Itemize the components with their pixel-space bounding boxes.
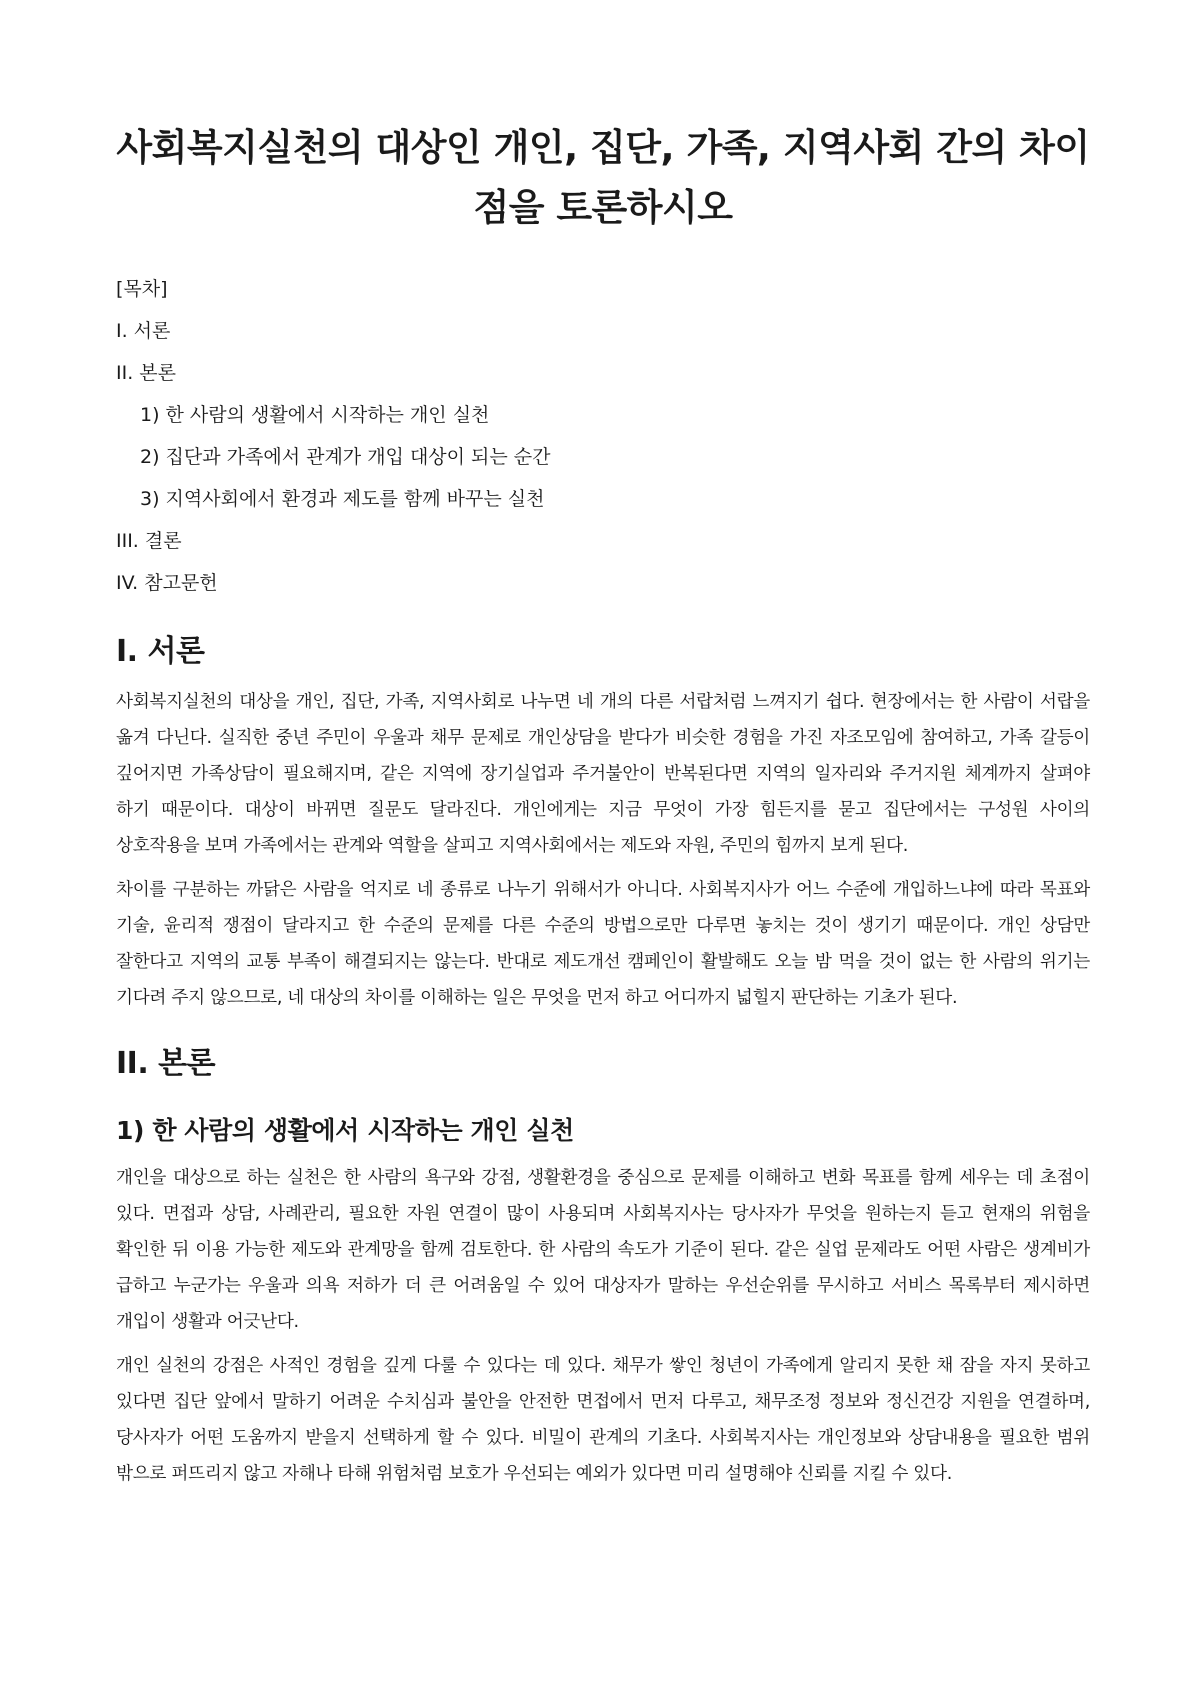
intro-paragraph-2: 차이를 구분하는 까닭은 사람을 억지로 네 종류로 나누기 위해서가 아니다. 사회복지사가 어느 수준에 개입하느냐에 따라 목표와 기술, 윤리적 쟁점이 달라지고 한 수준의 문제를 다른 수준의 방법으로만 다루면 놓치는 것이 생기기 때문이다. 개인 상담만 잘한다고 지역의 교통 부족이 해결되지는 않는다. 반대로 제도개선 캠페인이 활발해도 오늘 밤 먹을 것이 없는 한 사람의 위기는 기다려 주지 않으므로, 네 대상의 차이를 이해하는 일은 무엇을 먼저 하고 어디까지 넓힐지 판단하는 기초가 된다.	[116, 880, 1090, 1008]
toc-item-body-1: 1) 한 사람의 생활에서 시작하는 개인 실천	[140, 404, 490, 426]
intro-heading: I. 서론	[116, 634, 205, 669]
toc-item-references: IV. 참고문헌	[116, 572, 218, 594]
subsection-1-paragraph-1: 개인을 대상으로 하는 실천은 한 사람의 욕구와 강점, 생활환경을 중심으로 문제를 이해하고 변화 목표를 함께 세우는 데 초점이 있다. 면접과 상담, 사례관리, 필요한 자원 연결이 많이 사용되며 사회복지사는 당사자가 무엇을 원하는지 듣고 현재의 위험을 확인한 뒤 이용 가능한 제도와 관계망을 함께 검토한다. 한 사람의 속도가 기준이 된다. 같은 실업 문제라도 어떤 사람은 생계비가 급하고 누군가는 우울과 의욕 저하가 더 큰 어려움일 수 있어 대상자가 말하는 우선순위를 무시하고 서비스 목록부터 제시하면 개입이 생활과 어긋난다.	[116, 1168, 1090, 1332]
toc-label: [목차]	[116, 278, 168, 300]
toc-item-body-2: 2) 집단과 가족에서 관계가 개입 대상이 되는 순간	[140, 446, 551, 468]
toc-item-body-3: 3) 지역사회에서 환경과 제도를 함께 바꾸는 실천	[140, 488, 545, 510]
body-heading: II. 본론	[116, 1046, 216, 1081]
toc-item-body: II. 본론	[116, 362, 176, 384]
subsection-1-paragraph-2: 개인 실천의 강점은 사적인 경험을 깊게 다룰 수 있다는 데 있다. 채무가 쌓인 청년이 가족에게 알리지 못한 채 잠을 자지 못하고 있다면 집단 앞에서 말하기 어려운 수치심과 불안을 안전한 면접에서 먼저 다루고, 채무조정 정보와 정신건강 지원을 연결하며, 당사자가 어떤 도움까지 받을지 선택하게 할 수 있다. 비밀이 관계의 기초다. 사회복지사는 개인정보와 상담내용을 필요한 범위 밖으로 퍼뜨리지 않고 자해나 타해 위험처럼 보호가 우선되는 예외가 있다면 미리 설명해야 신뢰를 지킬 수 있다.	[116, 1356, 1090, 1484]
toc-item-intro: I. 서론	[116, 320, 171, 342]
toc-item-conclusion: III. 결론	[116, 530, 182, 552]
subsection-1-heading: 1) 한 사람의 생활에서 시작하는 개인 실천	[116, 1116, 574, 1145]
document-title: 사회복지실천의 대상인 개인, 집단, 가족, 지역사회 간의 차이점을 토론하시오	[116, 126, 1090, 229]
intro-paragraph-1: 사회복지실천의 대상을 개인, 집단, 가족, 지역사회로 나누면 네 개의 다른 서랍처럼 느껴지기 쉽다. 현장에서는 한 사람이 서랍을 옮겨 다닌다. 실직한 중년 주민이 우울과 채무 문제로 개인상담을 받다가 비슷한 경험을 가진 자조모임에 참여하고, 가족 갈등이 깊어지면 가족상담이 필요해지며, 같은 지역에 장기실업과 주거불안이 반복된다면 지역의 일자리와 주거지원 체계까지 살펴야 하기 때문이다. 대상이 바뀌면 질문도 달라진다. 개인에게는 지금 무엇이 가장 힘든지를 묻고 집단에서는 구성원 사이의 상호작용을 보며 가족에서는 관계와 역할을 살피고 지역사회에서는 제도와 자원, 주민의 힘까지 보게 된다.	[116, 692, 1090, 856]
table-of-contents	[116, 268, 1090, 604]
